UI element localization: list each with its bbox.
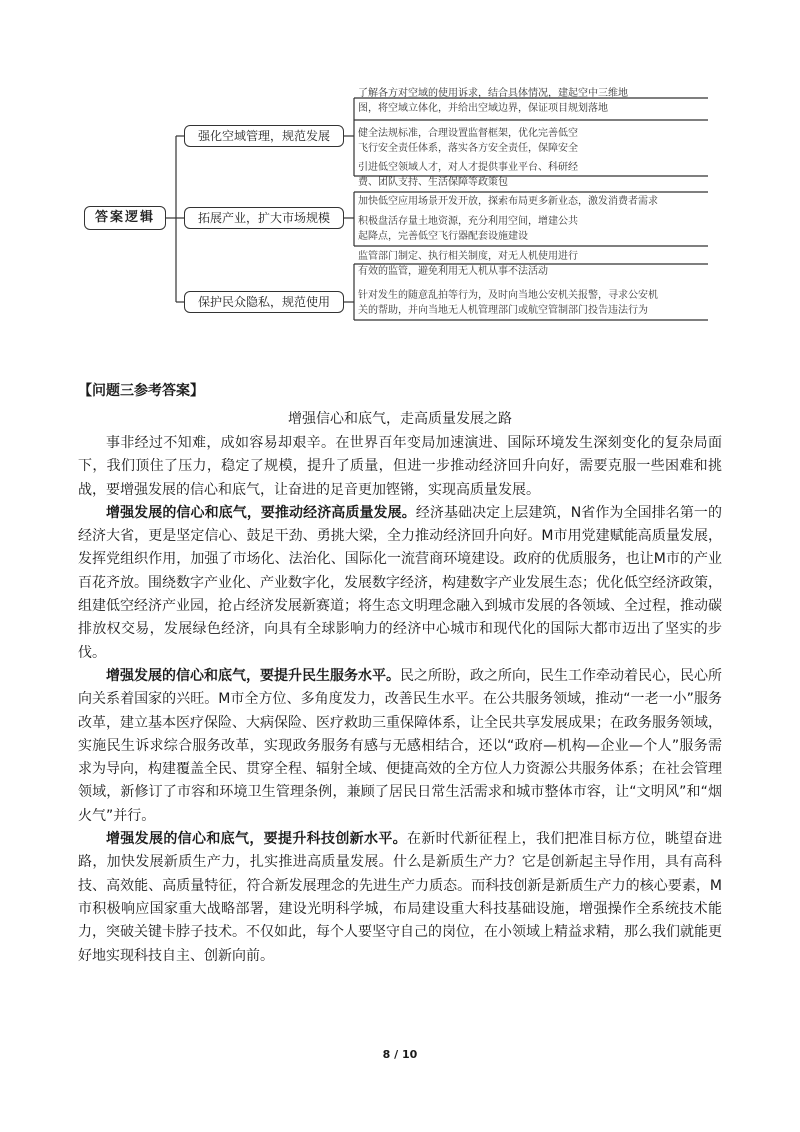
page-number: 8 / 10 [382, 1048, 418, 1061]
mindmap-leaf [358, 194, 658, 209]
mindmap-branch-industry: 拓展产业，扩大市场规模 [184, 207, 344, 229]
mindmap-leaf [358, 288, 658, 318]
mindmap-leaf-line: 监管部门制定、执行相关制度，对无人机使用进行 [358, 251, 578, 262]
mindmap-leaf-line: 费、团队支持、生活保障等政策包 [358, 177, 508, 188]
mindmap-leaf-line: 关的帮助，并向当地无人机管理部门或航空管制部门投告违法行为 [358, 305, 648, 316]
paragraph-lead: 增强发展的信心和底气，要推动经济高质量发展。 [106, 504, 416, 521]
paragraph-intro [78, 432, 722, 502]
paragraph-lead: 增强发展的信心和底气，要提升科技创新水平。 [106, 831, 407, 848]
mindmap-leaf-line: 了解各方对空域的使用诉求，结合具体情况，建起空中三维地 [358, 88, 628, 99]
essay-title: 增强信心和底气，走高质量发展之路 [288, 411, 512, 427]
mindmap-leaf-line: 图，将空域立体化，并给出空域边界，保证项目规划落地 [358, 103, 608, 114]
paragraph-text: 经济基础决定上层建筑，N省作为全国排名第一的经济大省，更是坚定信心、鼓足干劲、勇挑大梁，全力推动经济回升向好。M市用党建赋能高质量发展，发挥党组织作用，加强了市场化、法治化、国际化一流营商环境建设。政府的优质服务，也让M市的产业百花齐放。围绕数字产业化、产业数字化，发展数字经济，构建数字产业发展生态；优化低空经济政策，组建低空经济产业园，抢占经济发展新赛道；将生态文明理念融入到城市发展的各领域、全过程，推动碳排放权交易，发展绿色经济，向具有全球影响力的经济中心城市和现代化的国际大都市迈出了坚实的步伐。 [78, 504, 723, 661]
mindmap-leaf [358, 86, 628, 116]
mindmap-leaf [358, 249, 578, 279]
mindmap-leaf-line: 飞行安全责任体系，落实各方安全责任，保障安全 [358, 143, 578, 154]
mindmap-root: 答案逻辑 [84, 206, 166, 230]
mindmap-leaf [358, 160, 578, 190]
paragraph-innovation [78, 828, 722, 968]
mindmap-leaf [358, 214, 578, 244]
paragraph-text: 民之所盼，政之所向，民生工作牵动着民心，民心所向关系着国家的兴旺。M市全方位、多角度发力，改善民生水平。在公共服务领域，推动“一老一小”服务改革，建立基本医疗保险、大病保险、医疗救助三重保障体系，让全民共享发展成果；在政务服务领域，实施民生诉求综合服务改革，实现政务服务有感与无感相结合，还以“政府—机构—企业—个人”服务需求为导向，构建覆盖全民、贯穿全程、辐射全域、便捷高效的全方位人力资源公共服务体系；在社会管理领域，新修订了市容和环境卫生管理条例，兼顾了居民日常生活需求和城市整体市容，让“文明风”和“烟火气”并行。 [78, 667, 722, 824]
mindmap-leaf-line: 健全法规标准，合理设置监督框架，优化完善低空 [358, 128, 578, 139]
paragraph-text: 在新时代新征程上，我们把准目标方位，眺望奋进路，加快发展新质生产力，扎实推进高质量发展。什么是新质生产力？它是创新起主导作用，具有高科技、高效能、高质量特征，符合新发展理念的先进生产力质态。而科技创新是新质生产力的核心要素，M市积极响应国家重大战略部署，建设光明科学城，布局建设重大科技基础设施，增强操作全系统技术能力，突破关键卡脖子技术。不仅如此，每个人要坚守自己的岗位，在小领域上精益求精，那么我们就能更好地实现科技自主、创新向前。 [78, 831, 722, 964]
paragraph-livelihood [78, 665, 722, 828]
mindmap-leaf [358, 126, 578, 156]
mindmap-leaf-line: 起降点，完善低空飞行器配套设施建设 [358, 231, 528, 242]
section-title: 【问题三参考答案】 [78, 383, 204, 399]
mindmap-leaf-line: 加快低空应用场景开发开放，探索布局更多新业态，激发消费者需求 [358, 196, 658, 207]
mindmap-leaf-line: 积极盘活存量土地资源，充分利用空间，增建公共 [358, 216, 578, 227]
mindmap-leaf-line: 引进低空领域人才，对人才提供事业平台、科研经 [358, 162, 578, 173]
paragraph-economy [78, 502, 722, 665]
answer-logic-mindmap [78, 84, 718, 324]
essay-body [78, 432, 722, 968]
mindmap-branch-airspace: 强化空域管理，规范发展 [184, 125, 344, 147]
mindmap-leaf-line: 有效的监管，避免利用无人机从事不法活动 [358, 266, 548, 277]
mindmap-branch-privacy: 保护民众隐私，规范使用 [184, 291, 344, 313]
paragraph-lead: 增强发展的信心和底气，要提升民生服务水平。 [106, 667, 400, 684]
paragraph-text: 事非经过不知难，成如容易却艰辛。在世界百年变局加速演进、国际环境发生深刻变化的复杂局面下，我们顶住了压力，稳定了规模，提升了质量，但进一步推动经济回升向好，需要克服一些困难和挑战，要增强发展的信心和底气，让奋进的足音更加铿锵，实现高质量发展。 [78, 435, 722, 498]
mindmap-leaf-line: 针对发生的随意乱拍等行为，及时向当地公安机关报警，寻求公安机 [358, 290, 658, 301]
